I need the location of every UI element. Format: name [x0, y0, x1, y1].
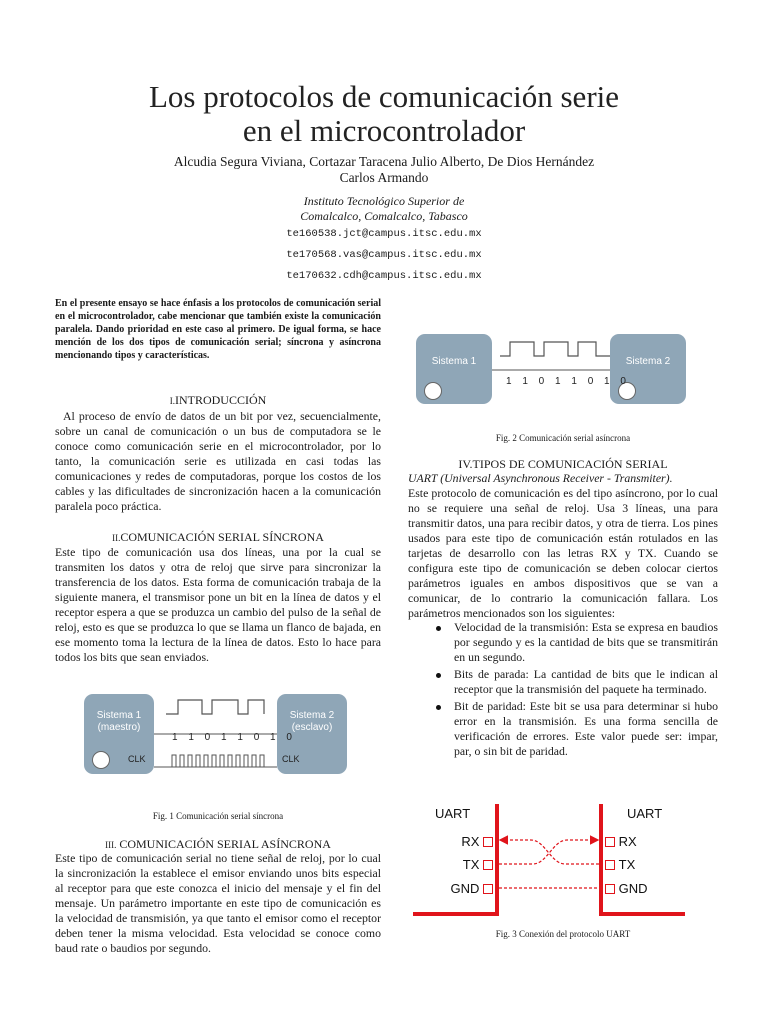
uart-left-title: UART	[435, 806, 471, 821]
heading-number: IV.	[458, 457, 473, 471]
list-item-text: Bits de parada: La cantidad de bits que le indican al receptor que la transmisión del paquete ha terminado.	[454, 667, 718, 696]
figure-2-diagram	[416, 326, 686, 412]
sync-paragraph: Este tipo de comunicación usa dos líneas, una por la cual se transmiten los datos y otra de reloj que sirve para sincronizar la transferencia de los datos. Esta forma de comunicación trabaja de la siguiente manera, el transmisor pone un bit en la línea de datos y el receptor espera a que se produzca un cambio del pulso de la señal de reloj, esto es que se produzca lo que se llama un flanco de bajada, en ese momento toma la lectura de la línea de datos. Esto lo hace para todos los bits que sean enviados.	[55, 545, 381, 664]
data-waveform	[166, 700, 264, 714]
figure-1-caption: Fig. 1 Comunicación serial síncrona	[152, 811, 284, 821]
clock-icon	[424, 382, 442, 400]
system-1-label: Sistema 1	[431, 356, 477, 367]
system-1-box	[416, 334, 492, 404]
pin-icon	[605, 837, 615, 847]
title-line-1: Los protocolos de comunicación serie	[148, 79, 620, 114]
system-2-label: Sistema 2	[289, 710, 335, 721]
pin-icon	[605, 860, 615, 870]
pin-label: GND	[450, 881, 480, 896]
pin-icon	[483, 860, 493, 870]
email-1[interactable]: te160538.jct@campus.itsc.edu.mx	[286, 228, 482, 240]
pin-right-tx	[605, 857, 635, 872]
intro-paragraph: Al proceso de envío de datos de un bit por vez, secuencialmente, sobre un canal de comunicación o un bus de computadora se le conoce como comunicación serie en el microcontrolador, por lo tanto, la comunicación serie es utilizada en casi todas las comunicaciones y redes de computadoras, porque los costos de los cables y las dificultades de sincronización hacen a la comunicación paralela poco práctica.	[55, 409, 381, 513]
clock-icon	[92, 751, 110, 769]
bullet-icon	[436, 673, 441, 678]
bit-sequence: 1 1 0 1 1 0 1 0	[506, 376, 630, 387]
authors-line-2: Carlos Armando	[339, 170, 429, 185]
uart-right-title: UART	[627, 806, 663, 821]
institution	[0, 194, 768, 224]
figure-3-caption: Fig. 3 Conexión del protocolo UART	[495, 929, 631, 939]
pin-icon	[605, 884, 615, 894]
heading-title: INTRODUCCIÓN	[174, 393, 267, 407]
list-item	[408, 667, 718, 697]
heading-number: III.	[105, 840, 117, 850]
heading-number: I.	[169, 396, 175, 406]
institution-line-1: Instituto Tecnológico Superior de	[303, 194, 465, 208]
pin-left-gnd	[450, 881, 493, 896]
pin-left-tx	[463, 857, 493, 872]
system-1-role: (maestro)	[97, 722, 141, 733]
heading-title: TIPOS DE COMUNICACIÓN SERIAL	[472, 457, 668, 471]
heading-sincrona	[55, 530, 381, 545]
heading-number: II.	[112, 533, 121, 543]
pin-icon	[483, 884, 493, 894]
system-2-role: (esclavo)	[291, 722, 333, 733]
pin-label: RX	[461, 834, 480, 849]
signal-waveform	[492, 326, 610, 412]
clk-label-left: CLK	[128, 754, 146, 764]
heading-title: COMUNICACIÓN SERIAL ASÍNCRONA	[119, 837, 331, 851]
heading-title: COMUNICACIÓN SERIAL SÍNCRONA	[120, 530, 324, 544]
figure-1-diagram	[84, 694, 354, 776]
uart-left-box	[413, 804, 499, 916]
pin-right-gnd	[605, 881, 648, 896]
pin-label: TX	[462, 857, 480, 872]
figure-2-caption: Fig. 2 Comunicación serial asíncrona	[495, 433, 631, 443]
pin-left-rx	[461, 834, 493, 849]
bullet-icon	[436, 626, 441, 631]
email-3[interactable]: te170632.cdh@campus.itsc.edu.mx	[286, 270, 482, 282]
heading-introduccion	[55, 393, 381, 408]
clock-waveform	[172, 755, 264, 767]
system-2-box	[610, 334, 686, 404]
uart-subtitle: UART (Universal Asynchronous Receiver - Transmiter).	[408, 471, 673, 485]
heading-tipos	[408, 457, 718, 471]
pin-label: RX	[618, 834, 637, 849]
title-line-2: en el microcontrolador	[242, 113, 526, 148]
data-waveform	[500, 342, 610, 356]
heading-asincrona	[55, 837, 381, 852]
pin-right-rx	[605, 834, 637, 849]
paper-title	[0, 80, 768, 148]
uart-right-box	[599, 804, 685, 916]
email-2[interactable]: te170568.vas@campus.itsc.edu.mx	[286, 249, 482, 261]
institution-line-2: Comalcalco, Comalcalco, Tabasco	[300, 209, 468, 223]
system-2-label: Sistema 2	[625, 356, 671, 367]
pin-icon	[483, 837, 493, 847]
bit-sequence: 1 1 0 1 1 0 1 0	[172, 732, 296, 743]
figure-3-diagram	[413, 802, 693, 920]
list-item	[408, 699, 718, 759]
uart-paragraph: Este protocolo de comunicación es del tipo asíncrono, por lo cual no se requiere una señal de reloj. Usa 3 líneas, una para transmitir datos, una para recibir datos, y otra de tierra. Los pines usados para este tipo de comunicación están rotulados en las tarjetas de desarrollo con las letras RX y TX. Cuando se configura este tipo de comunicación se deben colocar ciertos parámetros iguales en ambos dispositivos que se van a comunicar, de lo contrario la comunicación fallara. Los parámetros mencionados son los siguientes:	[408, 486, 718, 620]
authors	[0, 154, 768, 186]
system-1-label: Sistema 1	[96, 710, 142, 721]
list-item	[408, 620, 718, 665]
parameter-list	[408, 620, 718, 761]
list-item-text: Bit de paridad: Este bit se usa para determinar si hubo error en la transmisión. Es una forma sencilla de verificación de errores. Este valor puede ser: impar, par, o sin bit de paridad.	[454, 699, 718, 758]
bullet-icon	[436, 705, 441, 710]
async-paragraph: Este tipo de comunicación serial no tiene señal de reloj, por lo cual la sincronización la establece el emisor enviando unos bits especial al receptor para que este conozca el inicio del mensaje y el fin del mensaje. Un parámetro importante en este tipo de comunicación es la velocidad de transmisión, ya que tanto el emisor como el receptor deben tener la misma velocidad. Esta velocidad se conoce como baud rate o baudios por segundo.	[55, 851, 381, 955]
uart-wiring	[495, 802, 603, 920]
pin-label: TX	[618, 857, 636, 872]
list-item-text: Velocidad de la transmisión: Esta se expresa en baudios por segundo y es la cantidad de bits que se transmitirán en un segundo.	[454, 620, 718, 664]
abstract: En el presente ensayo se hace énfasis a los protocolos de comunicación serial en el microcontrolador, cabe mencionar que también existe la comunicación paralela. Dando prioridad en este caso al primero. De igual forma, se hace mención de los dos tipos de comunicación serial; síncrona y asíncrona mencionando tipos y características.	[55, 298, 381, 361]
pin-label: GND	[618, 881, 648, 896]
authors-line-1: Alcudia Segura Viviana, Cortazar Taracena Julio Alberto, De Dios Hernández	[173, 154, 595, 169]
clk-label-right: CLK	[282, 754, 300, 764]
